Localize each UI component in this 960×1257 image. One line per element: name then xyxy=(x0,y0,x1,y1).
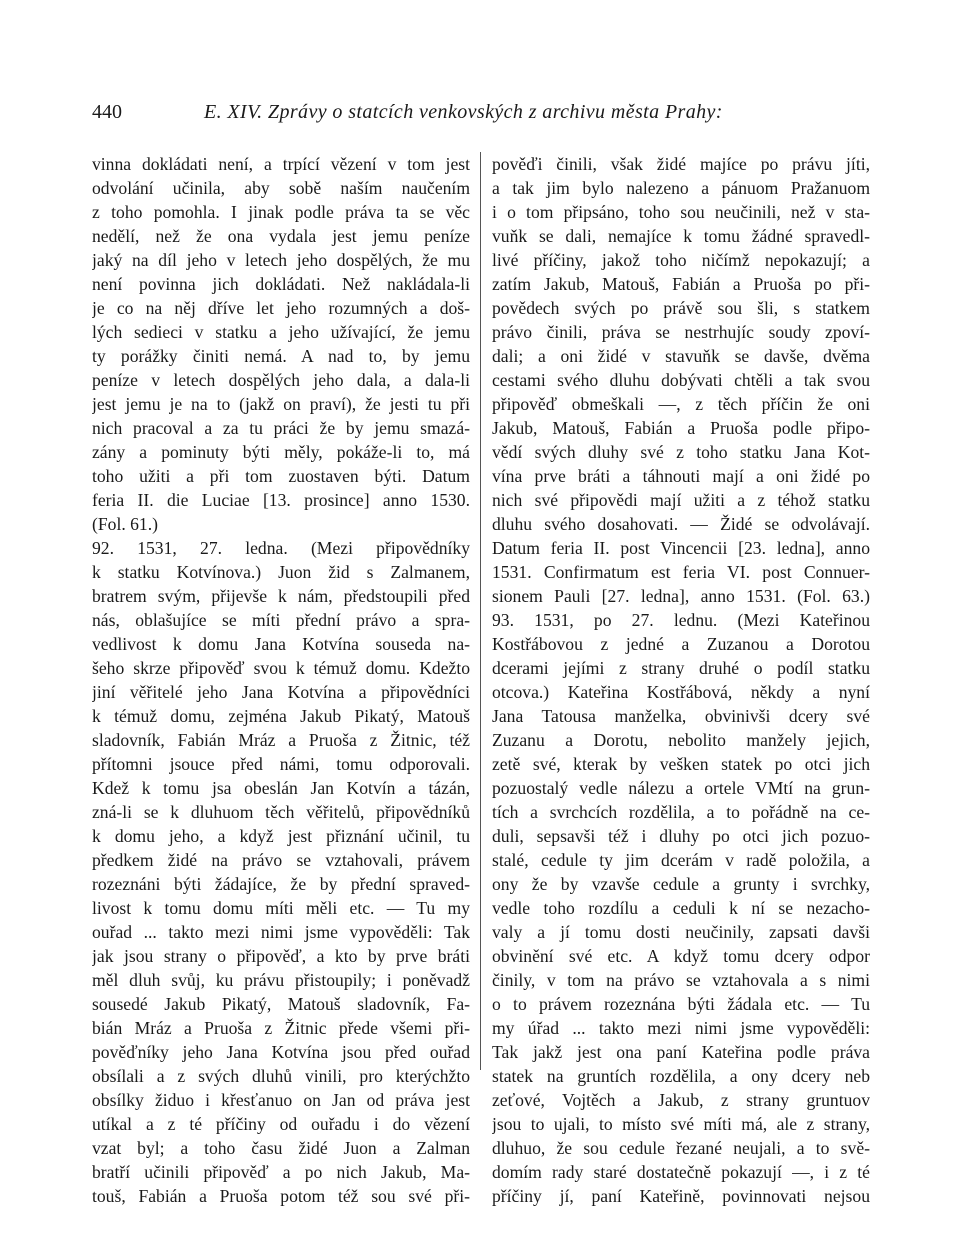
left-column-line: přítomni jsouce před námi, tomu odporovali. xyxy=(92,754,470,774)
left-column-line: bián Mráz a Pruoša z Žitnic přede všemi při- xyxy=(92,1018,470,1038)
right-column-line: pozuostalý vedle nálezu a ortele VMtí na grun- xyxy=(492,778,870,798)
left-column-line: nich pracoval a za tu práci že by jemu smazá- xyxy=(92,418,470,438)
left-column-line: touš, Fabián a Pruoša potom též sou své při- xyxy=(92,1186,470,1206)
right-column-line: zetě své, kterak by vešken statek po otci jich xyxy=(492,754,870,774)
left-column-line: vedlivost k domu Jana Kotvína souseda na- xyxy=(92,634,470,654)
left-column-line: obsílali a z svých dluhů vinili, pro kterýchžto xyxy=(92,1066,470,1086)
left-column-line: jiní věřitelé jeho Jana Kotvína a připovědníci xyxy=(92,682,470,702)
left-column-line: šeho skrze připověď svou k témuž domu. Kdežto xyxy=(92,658,470,678)
right-column-line: zatím Jakub, Matouš, Fabián a Pruoša po při- xyxy=(492,274,870,294)
left-column-line: nás, oblašujíce se míti přední právo a spra- xyxy=(92,610,470,630)
right-column-line: dluhuo, že sou cedule řezané neujali, a to svě- xyxy=(492,1138,870,1158)
right-column-line: obvinění své etc. A když tomu dcery odpor xyxy=(492,946,870,966)
right-column-line: pověďi činili, však židé majíce po právu jíti, xyxy=(492,154,870,174)
right-column-line: a tak jim bylo nalezeno a pánuom Pražanuom xyxy=(492,178,870,198)
left-text-column xyxy=(92,152,470,1208)
left-column-line: bratrem svým, přijevše k nám, předstoupili před xyxy=(92,586,470,606)
left-column-line: sousedé Jakub Pikatý, Matouš sladovník, Fa- xyxy=(92,994,470,1014)
left-column-line: nedělí, než že ona vydala jest jemu peníze xyxy=(92,226,470,246)
left-column-line: feria II. die Luciae [13. prosince] anno 1530. xyxy=(92,490,470,510)
left-column-line: z toho pomohla. I jinak podle práva ta se věc xyxy=(92,202,470,222)
right-column-line: tích a svrchcích rozdělila, a to pořádně na ce- xyxy=(492,802,870,822)
right-column-line: připověď obmeškali —, z těch příčin že oni xyxy=(492,394,870,414)
right-column-line: vědí svých dluhy své z toho statku Jana Kot- xyxy=(492,442,870,462)
right-column-line: dali; a oni židé v stavuňk se davše, dvěma xyxy=(492,346,870,366)
right-column-line: stalé, cedule ty jim dcerám v radě položila, a xyxy=(492,850,870,870)
left-column-line: jest jemu je na to (jakž on praví), že jesti tu při xyxy=(92,394,470,414)
right-column-line: právo činili, práva se nestrhujíc soudy zpoví- xyxy=(492,322,870,342)
right-column-line: Datum feria II. post Vincencii [23. ledna], anno xyxy=(492,538,870,558)
right-column-line: 1531. Confirmatum est feria VI. post Connuer- xyxy=(492,562,870,582)
right-column-line: Jana Tatousa manželka, obvinivši dcery své xyxy=(492,706,870,726)
left-column-line: k domu jeho, a když jest přiznání učinil, tu xyxy=(92,826,470,846)
left-column-line: rozeznáni býti žádajíce, že by přední spraved- xyxy=(92,874,470,894)
right-column-line: 93. 1531, po 27. lednu. (Mezi Kateřinou xyxy=(492,610,870,630)
right-text-column xyxy=(492,152,870,1208)
left-column-line: peníze v letech dospělých jeho dala, a dala-li xyxy=(92,370,470,390)
left-column-line: zná-li se k dluhuom těch věřitelů, připovědníků xyxy=(92,802,470,822)
left-column-line: toho užiti a při tom zuostaven býti. Datum xyxy=(92,466,470,486)
right-column-line: Jakub, Matouš, Fabián a Pruoša podle připo- xyxy=(492,418,870,438)
right-column-line: o to právem rozeznána býti žádala etc. — Tu xyxy=(492,994,870,1014)
right-column-line: příčiny jí, paní Kateřině, povinnovati nejsou xyxy=(492,1186,870,1206)
left-column-line: bratří učinili připověď a po nich Jakub, Ma- xyxy=(92,1162,470,1182)
left-column-line: sladovník, Fabián Mráz a Pruoša z Žitnic, též xyxy=(92,730,470,750)
left-column-line: odvolání učinila, aby sobě naším naučením xyxy=(92,178,470,198)
right-column-line: duli, sepsavši též i dluhy po otci jich pozuo- xyxy=(492,826,870,846)
right-column-line: ony že by vzavše cedule a grunty i svrchky, xyxy=(492,874,870,894)
right-column-line: statek na gruntích rozdělila, a ony dcery neb xyxy=(492,1066,870,1086)
right-column-line: valy a jí tomu dosti neučinily, zapsati davši xyxy=(492,922,870,942)
left-column-line: měl dluh svůj, ku právu přistoupily; i poněvadž xyxy=(92,970,470,990)
page-header xyxy=(92,101,874,131)
left-column-line: vinna dokládati není, a trpící vězení v tom jest xyxy=(92,154,470,174)
left-column-line: livost k tomu domu míti měli etc. — Tu my xyxy=(92,898,470,918)
left-column-line: k témuž domu, zejména Jakub Pikatý, Matouš xyxy=(92,706,470,726)
left-column-line: ouřad ... takto mezi nimi jsme vypověděli: Tak xyxy=(92,922,470,942)
left-column-line: k statku Kotvínova.) Juon žid s Zalmanem, xyxy=(92,562,470,582)
left-column-line: obsílky židuo i křesťanuo on Jan od práva jest xyxy=(92,1090,470,1110)
left-column-line: ty porážky činiti nemá. A nad to, by jemu xyxy=(92,346,470,366)
left-column-line: Kdež k tomu jsa obeslán Jan Kotvín a tázán, xyxy=(92,778,470,798)
right-column-line: sionem Pauli [27. ledna], anno 1531. (Fol. 63.) xyxy=(492,586,870,606)
right-column-line: i o tom připsáno, toho sou neučinili, než v sta- xyxy=(492,202,870,222)
right-column-line: Kostřábovou z jedné a Zuzanou a Dorotou xyxy=(492,634,870,654)
left-column-line: lých sedieci v statku a jeho užívající, že jemu xyxy=(92,322,470,342)
left-column-line: není povinna jich dokládati. Než nakládala-li xyxy=(92,274,470,294)
right-column-line: Zuzanu a Dorotu, nebolito manžely jejich, xyxy=(492,730,870,750)
left-column-line: je co na něj dříve let jeho rozumných a doš- xyxy=(92,298,470,318)
right-column-line: cestami svého dluhu dobývati chtěli a tak svou xyxy=(492,370,870,390)
right-column-line: nich své připovědi mají užiti a z téhož statku xyxy=(492,490,870,510)
right-column-line: činily, v tom na právo se vztahovala a s nimi xyxy=(492,970,870,990)
left-column-line: vzat byl; a toho času židé Juon a Zalman xyxy=(92,1138,470,1158)
right-column-line: my úřad ... takto mezi nimi jsme vypověděli: xyxy=(492,1018,870,1038)
left-column-line: (Fol. 61.) xyxy=(92,514,158,534)
right-column-line: povědech svých po právě sou šli, s statkem xyxy=(492,298,870,318)
page-number: 440 xyxy=(92,101,122,123)
left-column-line: zány a pominuty býti měly, pokáže-li to, má xyxy=(92,442,470,462)
left-column-line: 92. 1531, 27. ledna. (Mezi připovědníky xyxy=(92,538,470,558)
left-column-line: jaký na díl jeho v letech jeho dospělých, že mu xyxy=(92,250,470,270)
left-column-line: utíkal a z té příčiny od ouřadu i do vězení xyxy=(92,1114,470,1134)
running-title: E. XIV. Zprávy o statcích venkovských z archivu města Prahy: xyxy=(204,101,723,123)
right-column-line: domím rady staré dostatečně pokazují —, i z té xyxy=(492,1162,870,1182)
right-column-line: dluhu svého dosahovati. — Židé se odvolávají. xyxy=(492,514,870,534)
right-column-line: Tak jakž jest ona paní Kateřina podle práva xyxy=(492,1042,870,1062)
right-column-line: jsou to ujali, to místo své míti má, ale z strany, xyxy=(492,1114,870,1134)
right-column-line: vedle toho rozdílu a ceduli k ní se nezacho- xyxy=(492,898,870,918)
right-column-line: vína prve bráti a táhnouti mají a oni židé po xyxy=(492,466,870,486)
right-column-line: vuňk se dali, nemajíce k tomu žádné spravedl- xyxy=(492,226,870,246)
right-column-line: zeťové, Vojtěch a Jakub, z strany gruntuov xyxy=(492,1090,870,1110)
right-column-line: otcova.) Kateřina Kostřábová, někdy a nyní xyxy=(492,682,870,702)
left-column-line: jak jsou strany o připověď, a kto by prve bráti xyxy=(92,946,470,966)
left-column-line: pověďníky jeho Jana Kotvína jsou před ouřad xyxy=(92,1042,470,1062)
right-column-line: livé příčiny, jakož toho ničímž nepokazují; a xyxy=(492,250,870,270)
left-column-line: předkem židé na právo se vztahovali, právem xyxy=(92,850,470,870)
right-column-line: dcerami jejími z strany druhé o podíl statku xyxy=(492,658,870,678)
column-divider xyxy=(480,152,481,1070)
